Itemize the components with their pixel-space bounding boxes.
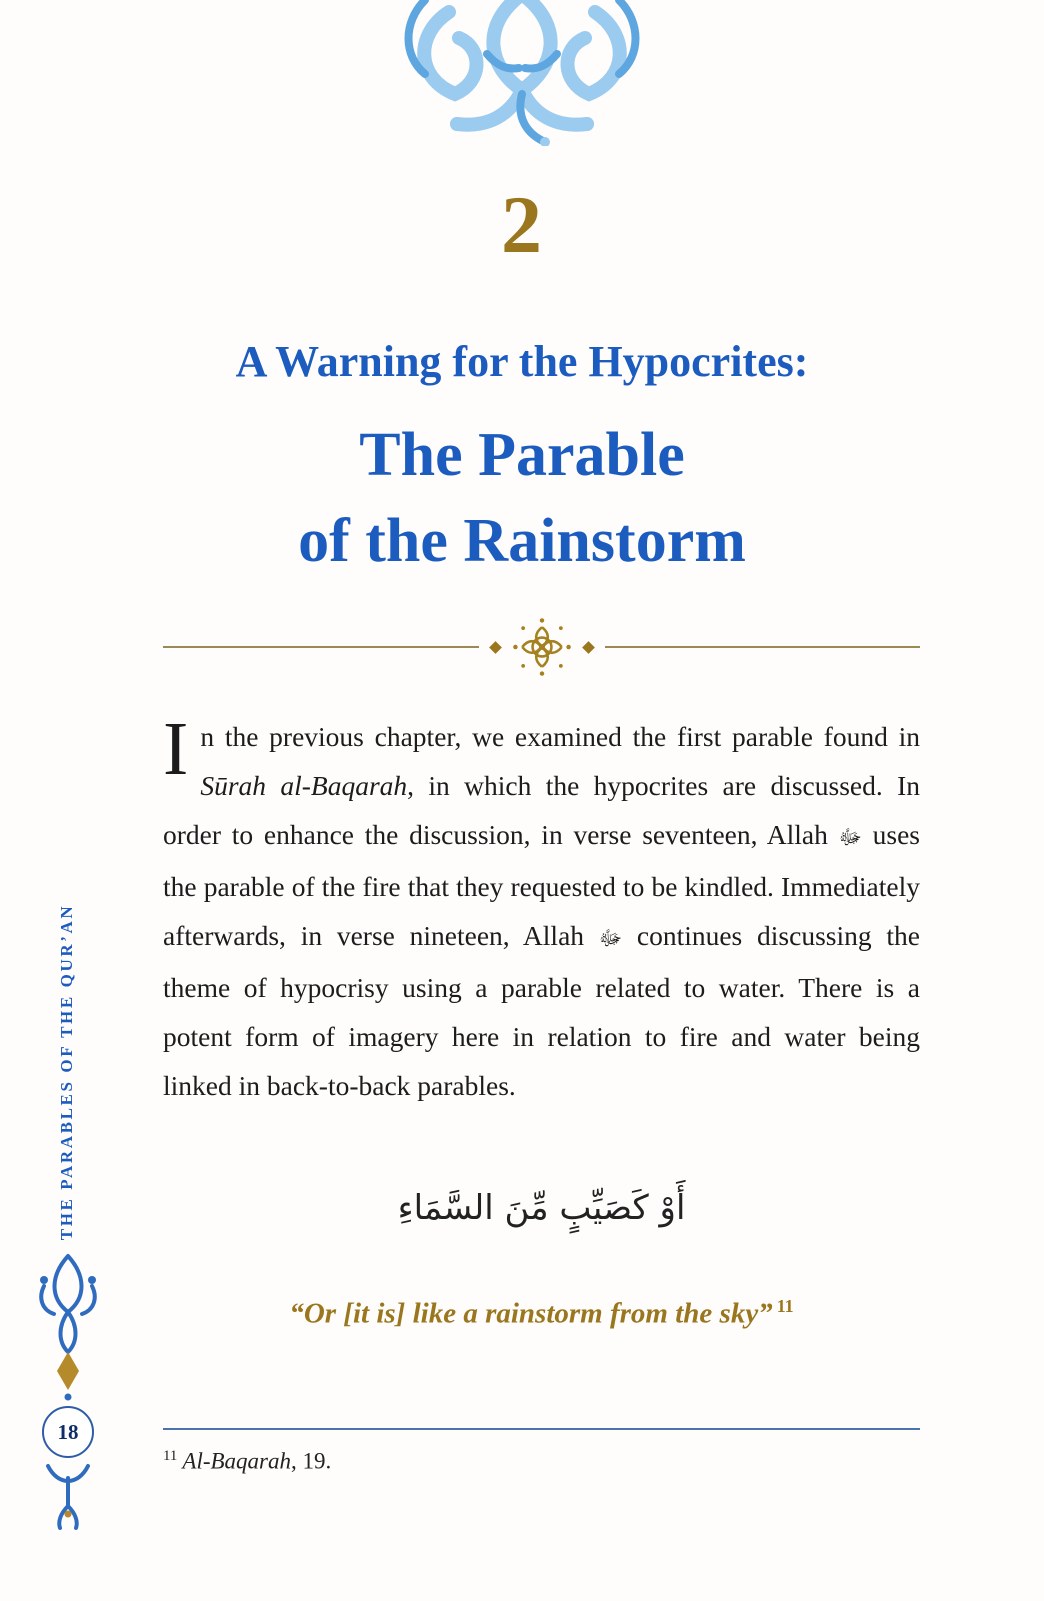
sidebar-book-title: THE PARABLES OF THE QUR’AN — [57, 903, 76, 1241]
footnote-verse: , 19. — [291, 1448, 332, 1474]
page-number-badge: 18 — [42, 1406, 94, 1458]
footnote-reference: 11 — [776, 1296, 794, 1316]
section-divider — [163, 612, 920, 682]
quote-text: “Or [it is] like a rainstorm from the sky” — [289, 1297, 773, 1330]
divider-line-left — [163, 646, 479, 648]
divider-line-right — [605, 646, 921, 648]
chapter-subtitle: A Warning for the Hypocrites: — [235, 337, 809, 386]
arabesque-ornament-top-icon — [30, 1252, 106, 1402]
chapter-number: 2 — [501, 179, 543, 270]
diamond-icon — [489, 641, 502, 654]
diamond-icon — [582, 641, 595, 654]
body-paragraph — [163, 707, 920, 1110]
footnote-number: 11 — [163, 1448, 178, 1464]
chapter-title-line-2: of the Rainstorm — [298, 507, 746, 575]
floral-flourish-ornament — [307, 0, 737, 146]
chapter-title-line-1: The Parable — [359, 421, 685, 489]
chapter-title — [0, 412, 1044, 584]
rosette-icon — [512, 617, 572, 677]
verse-translation-quote — [163, 1296, 920, 1331]
body-paragraph-text: n the previous chapter, we examined the first parable found in Sūrah al-Baqarah, in which the hypocrites are discussed. In order to enhance the discussion, in verse seventeen, Allah ﷻ uses the parable of the fire that they requested to be kindled. Immediately afterwards, in verse nineteen, Allah ﷻ continues discussing the theme of hypocrisy using a parable related to water. There is a potent form of imagery here in relation to fire and water being linked in back-to-back parables. — [163, 721, 920, 1101]
drop-cap: I — [163, 707, 189, 791]
arabesque-ornament-bottom-icon — [30, 1462, 106, 1534]
margin-ornament — [28, 1252, 108, 1542]
arabic-verse: أَوْ كَصَيِّبٍ مِّنَ السَّمَاءِ — [397, 1188, 686, 1228]
footnote-rule — [163, 1428, 920, 1430]
footnote-source: Al-Baqarah — [182, 1448, 291, 1474]
footnote — [163, 1448, 920, 1475]
